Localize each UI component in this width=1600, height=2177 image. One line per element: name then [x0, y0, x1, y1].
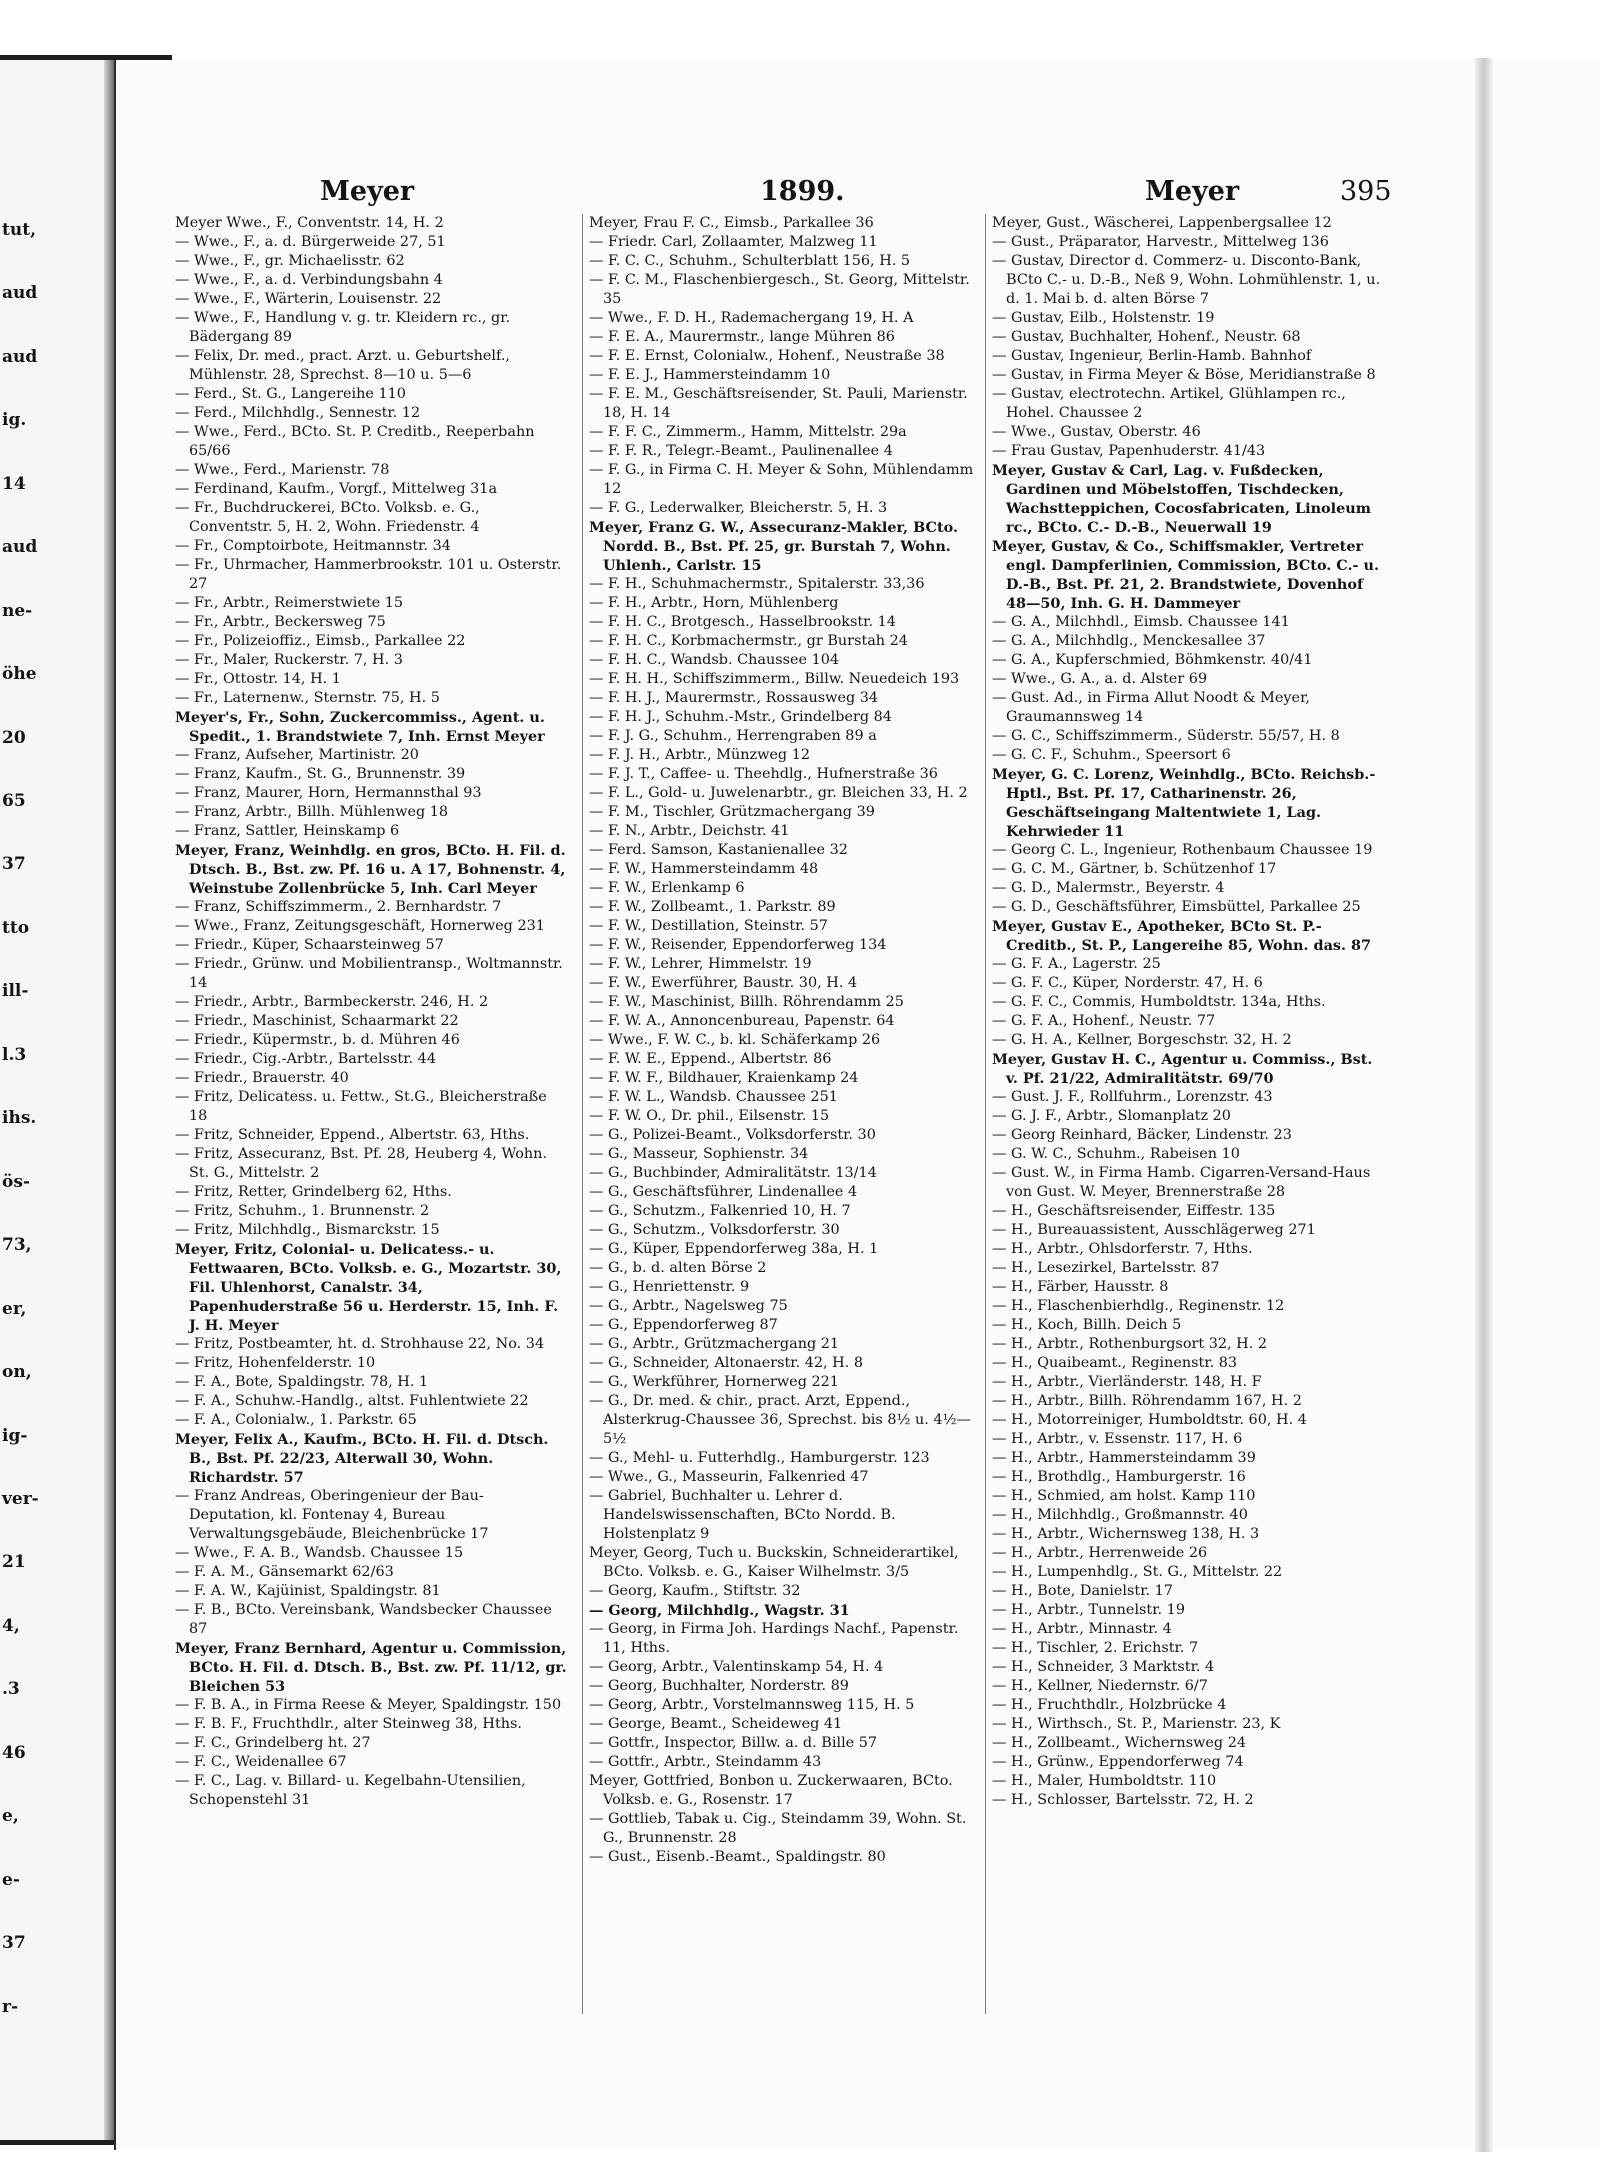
- directory-entry: — G., Arbtr., Grützmachergang 21: [589, 1336, 840, 1352]
- directory-entry: Meyer's, Fr., Sohn, Zuckercommiss., Agent. u. Spedit., 1. Brandstwiete 7, Inh. Ernst Meyer: [175, 709, 545, 745]
- directory-entry: — Gust., Eisenb.-Beamt., Spaldingstr. 80: [589, 1849, 886, 1865]
- directory-entry: — Wwe., F., gr. Michaelisstr. 62: [175, 253, 405, 269]
- previous-page-text-fragment: öhe: [2, 664, 37, 685]
- directory-entry: — F. C., Grindelberg ht. 27: [175, 1735, 371, 1751]
- directory-entry: — Georg, Arbtr., Valentinskamp 54, H. 4: [589, 1659, 884, 1675]
- directory-entry: — H., Brothdlg., Hamburgerstr. 16: [992, 1469, 1246, 1485]
- directory-entry: — F. M., Tischler, Grützmachergang 39: [589, 804, 875, 820]
- directory-entry: — Wwe., F., a. d. Verbindungsbahn 4: [175, 272, 443, 288]
- directory-column-3: [985, 214, 1384, 2014]
- directory-entry: Meyer, Gustav E., Apotheker, BCto St. P.-Creditb., St. P., Langereihe 85, Wohn. das. 87: [992, 918, 1372, 954]
- directory-entry: — G. F. C., Küper, Norderstr. 47, H. 6: [992, 975, 1263, 991]
- directory-entry: — Wwe., F. A. B., Wandsb. Chaussee 15: [175, 1545, 464, 1561]
- directory-entry: — H., Schneider, 3 Marktstr. 4: [992, 1659, 1215, 1675]
- directory-entry: — G., Masseur, Sophienstr. 34: [589, 1146, 809, 1162]
- directory-entry: Meyer, Franz Bernhard, Agentur u. Commission, BCto. H. Fil. d. Dtsch. B., Bst. zw. Pf. 11/12, gr. Bleichen 53: [175, 1640, 567, 1695]
- directory-entry: — Georg, Arbtr., Vorstelmannsweg 115, H. 5: [589, 1697, 915, 1713]
- directory-entry: — F. W. L., Wandsb. Chaussee 251: [589, 1089, 838, 1105]
- previous-page-text-fragment: ver-: [2, 1488, 39, 1509]
- previous-page-text-fragment: r-: [2, 1996, 19, 2017]
- previous-page-text-fragment: tut,: [2, 220, 36, 240]
- directory-entry: — Wwe., Ferd., BCto. St. P. Creditb., Reeperbahn 65/66: [175, 424, 535, 459]
- directory-entry: — G., b. d. alten Börse 2: [589, 1260, 767, 1276]
- previous-page-text-fragment: aud: [2, 346, 38, 367]
- directory-entry: Meyer, Gottfried, Bonbon u. Zuckerwaaren, BCto. Volksb. e. G., Rosenstr. 17: [589, 1773, 953, 1808]
- directory-entry: Meyer, Gustav H. C., Agentur u. Commiss., Bst. v. Pf. 21/22, Admiralitätstr. 69/70: [992, 1051, 1373, 1087]
- directory-entry: — George, Beamt., Scheideweg 41: [589, 1716, 843, 1732]
- directory-entry: — H., Zollbeamt., Wichernsweg 24: [992, 1735, 1247, 1751]
- previous-page-text-fragment: aud: [2, 283, 38, 304]
- directory-entry: — H., Arbtr., Tunnelstr. 19: [992, 1602, 1185, 1618]
- previous-page-text-fragment: e-: [2, 1869, 20, 1890]
- directory-entry: — G. A., Kupferschmied, Böhmkenstr. 40/41: [992, 652, 1313, 668]
- directory-entry: — F. W., Hammersteindamm 48: [589, 861, 819, 877]
- directory-entry: — F. W., Maschinist, Billh. Röhrendamm 25: [589, 994, 904, 1010]
- directory-entry: — H., Arbtr., Herrenweide 26: [992, 1545, 1208, 1561]
- directory-entry: — F. C., Weidenallee 67: [175, 1754, 347, 1770]
- previous-page-text-fragment: ös-: [2, 1171, 30, 1192]
- previous-page-text-fragment: aud: [2, 537, 38, 558]
- previous-page-text-fragment: ill-: [2, 981, 29, 1002]
- directory-column-2: [582, 214, 981, 2014]
- directory-entry: — Friedr., Arbtr., Barmbeckerstr. 246, H. 2: [175, 994, 489, 1010]
- directory-entry: — F. J. H., Arbtr., Münzweg 12: [589, 747, 810, 763]
- directory-entry: — G. F. A., Lagerstr. 25: [992, 956, 1161, 972]
- directory-entry: — G. C. M., Gärtner, b. Schützenhof 17: [992, 861, 1277, 877]
- directory-entry: — Gustav, Buchhalter, Hohenf., Neustr. 68: [992, 329, 1301, 345]
- previous-page-text-fragment: on,: [2, 1362, 32, 1383]
- directory-entry: — H., Arbtr., v. Essenstr. 117, H. 6: [992, 1431, 1243, 1447]
- directory-entry: Meyer, G. C. Lorenz, Weinhdlg., BCto. Reichsb.-Hptl., Bst. Pf. 17, Catharinenstr. 26, Geschäftseingang Maltentwiete 1, Lag. Kehrwieder 11: [992, 766, 1376, 840]
- directory-entry: — Gust. Ad., in Firma Allut Noodt & Meyer, Graumannsweg 14: [992, 690, 1310, 725]
- directory-entry: — G., Henriettenstr. 9: [589, 1279, 750, 1295]
- directory-entry: — Gustav, Ingenieur, Berlin-Hamb. Bahnhof: [992, 348, 1312, 364]
- directory-entry: — H., Arbtr., Ohlsdorferstr. 7, Hths.: [992, 1241, 1253, 1257]
- page-header: [170, 176, 1390, 210]
- directory-entry: — Georg, Buchhalter, Norderstr. 89: [589, 1678, 849, 1694]
- directory-entry: — Fritz, Milchhdlg., Bismarckstr. 15: [175, 1222, 440, 1238]
- directory-column-1: [175, 214, 567, 2014]
- directory-entry: — F. E. Ernst, Colonialw., Hohenf., Neustraße 38: [589, 348, 945, 364]
- directory-entry: — F. W., Zollbeamt., 1. Parkstr. 89: [589, 899, 836, 915]
- directory-entry: — F. W., Destillation, Steinstr. 57: [589, 918, 828, 934]
- directory-entry: Meyer Wwe., F., Conventstr. 14, H. 2: [175, 215, 444, 231]
- directory-entry: — F. W., Lehrer, Himmelstr. 19: [589, 956, 812, 972]
- directory-entry: — H., Maler, Humboldtstr. 110: [992, 1773, 1217, 1789]
- directory-entry: — F. B. F., Fruchthdlr., alter Steinweg 38, Hths.: [175, 1716, 522, 1732]
- previous-page-text-fragment: tto: [2, 917, 30, 938]
- directory-entry: — Georg, Kaufm., Stiftstr. 32: [589, 1583, 801, 1599]
- directory-entry: — H., Arbtr., Rothenburgsort 32, H. 2: [992, 1336, 1268, 1352]
- directory-entry: — Wwe., F., Handlung v. g. tr. Kleidern rc., gr. Bädergang 89: [175, 310, 511, 345]
- directory-entry: — H., Grünw., Eppendorferweg 74: [992, 1754, 1244, 1770]
- directory-entry: — H., Milchhdlg., Großmannstr. 40: [992, 1507, 1248, 1523]
- directory-entry: — G. A., Milchhdlg., Menckesallee 37: [992, 633, 1266, 649]
- directory-entry: — F. H. C., Korbmachermstr., gr Burstah 24: [589, 633, 908, 649]
- directory-entry: — H., Geschäftsreisender, Eiffestr. 135: [992, 1203, 1276, 1219]
- directory-entry: — Friedr., Maschinist, Schaarmarkt 22: [175, 1013, 459, 1029]
- directory-entry: — F. E. M., Geschäftsreisender, St. Pauli, Marienstr. 18, H. 14: [589, 386, 968, 421]
- directory-entry: Meyer, Franz, Weinhdlg. en gros, BCto. H. Fil. d. Dtsch. B., Bst. zw. Pf. 16 u. A 17, Bohnenstr. 4, Weinstube Zollenbrücke 5, Inh. Carl Meyer: [175, 842, 566, 897]
- directory-entry: — H., Färber, Hausstr. 8: [992, 1279, 1169, 1295]
- directory-entry: — G., Mehl- u. Futterhdlg., Hamburgerstr. 123: [589, 1450, 930, 1466]
- directory-entry: — H., Arbtr., Wichernsweg 138, H. 3: [992, 1526, 1260, 1542]
- directory-entry: — H., Motorreiniger, Humboldtstr. 60, H. 4: [992, 1412, 1307, 1428]
- directory-entry: — F. G., in Firma C. H. Meyer & Sohn, Mühlendamm 12: [589, 462, 974, 497]
- directory-entry: — Georg C. L., Ingenieur, Rothenbaum Chaussee 19: [992, 842, 1373, 858]
- directory-entry: — Gottfr., Inspector, Billw. a. d. Bille 57: [589, 1735, 878, 1751]
- directory-entry: — F. C. C., Schuhm., Schulterblatt 156, H. 5: [589, 253, 911, 269]
- previous-page-text-fragment: 37: [2, 854, 26, 875]
- previous-page-text-fragment: 4,: [2, 1615, 20, 1636]
- directory-entry: — Ferd., St. G., Langereihe 110: [175, 386, 406, 402]
- directory-entry: — H., Fruchthdlr., Holzbrücke 4: [992, 1697, 1227, 1713]
- directory-entry: — Fritz, Assecuranz, Bst. Pf. 28, Heuberg 4, Wohn. St. G., Mittelstr. 2: [175, 1146, 548, 1181]
- directory-entry: — H., Lumpenhdlg., St. G., Mittelstr. 22: [992, 1564, 1283, 1580]
- directory-entry: — Franz, Aufseher, Martinistr. 20: [175, 747, 419, 763]
- directory-entry: — Fr., Buchdruckerei, BCto. Volksb. e. G., Conventstr. 5, H. 2, Wohn. Friedenstr. 4: [175, 500, 480, 535]
- directory-entry: — Gustav, Eilb., Holstenstr. 19: [992, 310, 1215, 326]
- previous-page-text-fragment: 14: [2, 473, 26, 494]
- directory-entry: — F. H. J., Schuhm.-Mstr., Grindelberg 84: [589, 709, 892, 725]
- directory-entry: Meyer, Georg, Tuch u. Buckskin, Schneiderartikel, BCto. Volksb. e. G., Kaiser Wilhelmstr. 3/5: [589, 1545, 959, 1580]
- previous-page-text-fragment: 20: [2, 727, 26, 748]
- directory-entry: — F. L., Gold- u. Juwelenarbtr., gr. Bleichen 33, H. 2: [589, 785, 968, 801]
- directory-entry: — F. B., BCto. Vereinsbank, Wandsbecker Chaussee 87: [175, 1602, 552, 1637]
- directory-entry: — F. J. G., Schuhm., Herrengraben 89 a: [589, 728, 877, 744]
- directory-entry: Meyer, Gustav & Carl, Lag. v. Fußdecken, Gardinen und Möbelstoffen, Tischdecken, Wachstteppichen, Cocosfabricaten, Linoleum rc., BCto. C.- D.-B., Neuerwall 19: [992, 462, 1371, 536]
- directory-entry: — Fritz, Hohenfelderstr. 10: [175, 1355, 376, 1371]
- directory-entry: — G., Schneider, Altonaerstr. 42, H. 8: [589, 1355, 864, 1371]
- directory-entry: — Friedr., Küper, Schaarsteinweg 57: [175, 937, 444, 953]
- page-edge-shadow: [1475, 58, 1493, 2152]
- header-year: 1899.: [760, 176, 845, 207]
- directory-entry: — F. F. C., Zimmerm., Hamm, Mittelstr. 29a: [589, 424, 907, 440]
- previous-page-text-fragment: 46: [2, 1742, 26, 1763]
- directory-entry: — F. H. H., Schiffszimmerm., Billw. Neuedeich 193: [589, 671, 960, 687]
- directory-entry: — Georg, in Firma Joh. Hardings Nachf., Papenstr. 11, Hths.: [589, 1621, 959, 1656]
- directory-entry: — Fr., Arbtr., Beckersweg 75: [175, 614, 386, 630]
- directory-entry: — G., Buchbinder, Admiralitätstr. 13/14: [589, 1165, 877, 1181]
- directory-entry: — H., Flaschenbierhdlg., Reginenstr. 12: [992, 1298, 1285, 1314]
- directory-entry: — Franz, Arbtr., Billh. Mühlenweg 18: [175, 804, 449, 820]
- directory-entry: — H., Arbtr., Vierländerstr. 148, H. F: [992, 1374, 1262, 1390]
- directory-entry: Meyer, Frau F. C., Eimsb., Parkallee 36: [589, 215, 874, 231]
- previous-page-text-fragment: 65: [2, 791, 26, 812]
- directory-entry: — Wwe., G., Masseurin, Falkenried 47: [589, 1469, 869, 1485]
- directory-entry: — F. B. A., in Firma Reese & Meyer, Spaldingstr. 150: [175, 1697, 562, 1713]
- directory-entry: — F. E. J., Hammersteindamm 10: [589, 367, 831, 383]
- directory-entry: — F. H., Arbtr., Horn, Mühlenberg: [589, 595, 839, 611]
- directory-entry: — G. H. A., Kellner, Borgeschstr. 32, H. 2: [992, 1032, 1292, 1048]
- directory-entry: — H., Koch, Billh. Deich 5: [992, 1317, 1182, 1333]
- directory-entry: — Gottlieb, Tabak u. Cig., Steindamm 39, Wohn. St. G., Brunnenstr. 28: [589, 1811, 967, 1846]
- directory-entry: — Fr., Comptoirbote, Heitmannstr. 34: [175, 538, 451, 554]
- directory-entry: — Fr., Laternenw., Sternstr. 75, H. 5: [175, 690, 440, 706]
- page-number: 395: [1340, 176, 1392, 207]
- directory-entry: — Ferdinand, Kaufm., Vorgf., Mittelweg 31a: [175, 481, 498, 497]
- directory-entry: — G., Polizei-Beamt., Volksdorferstr. 30: [589, 1127, 876, 1143]
- previous-page-text-fragment: 21: [2, 1552, 26, 1573]
- directory-entry: — F. E. A., Maurermstr., lange Mühren 86: [589, 329, 895, 345]
- directory-entry: — H., Arbtr., Minnastr. 4: [992, 1621, 1172, 1637]
- directory-entry: — F. A., Schuhw.-Handlg., altst. Fuhlentwiete 22: [175, 1393, 529, 1409]
- directory-entry: — Franz, Maurer, Horn, Hermannsthal 93: [175, 785, 482, 801]
- directory-entry: — Fritz, Postbeamter, ht. d. Strohhause 22, No. 34: [175, 1336, 545, 1352]
- directory-entry: — G. D., Geschäftsführer, Eimsbüttel, Parkallee 25: [992, 899, 1361, 915]
- directory-entry: — Fr., Polizeioffiz., Eimsb., Parkallee 22: [175, 633, 466, 649]
- directory-entry: — G. W. C., Schuhm., Rabeisen 10: [992, 1146, 1240, 1162]
- directory-entry: — F. G., Lederwalker, Bleicherstr. 5, H. 3: [589, 500, 888, 516]
- directory-entry: — Fritz, Retter, Grindelberg 62, Hths.: [175, 1184, 452, 1200]
- directory-entry: — G., Geschäftsführer, Lindenallee 4: [589, 1184, 858, 1200]
- directory-entry: — Wwe., Franz, Zeitungsgeschäft, Hornerweg 231: [175, 918, 545, 934]
- directory-entry: — G. F. C., Commis, Humboldtstr. 134a, Hths.: [992, 994, 1326, 1010]
- previous-page-text-fragment: .3: [2, 1679, 20, 1700]
- directory-entry: Meyer, Gust., Wäscherei, Lappenbergsallee 12: [992, 215, 1332, 231]
- header-left-word: Meyer: [320, 176, 415, 207]
- directory-entry: — H., Schlosser, Bartelsstr. 72, H. 2: [992, 1792, 1254, 1808]
- directory-entry: — Frau Gustav, Papenhuderstr. 41/43: [992, 443, 1266, 459]
- directory-entry: — Friedr., Grünw. und Mobilientransp., Woltmannstr. 14: [175, 956, 563, 991]
- directory-entry: — Felix, Dr. med., pract. Arzt. u. Geburtshelf., Mühlenstr. 28, Sprechst. 8—10 u. 5—6: [175, 348, 510, 383]
- directory-entry: — F. C. M., Flaschenbiergesch., St. Georg, Mittelstr. 35: [589, 272, 970, 307]
- directory-entry: — H., Tischler, 2. Erichstr. 7: [992, 1640, 1199, 1656]
- directory-entry: — Gottfr., Arbtr., Steindamm 43: [589, 1754, 822, 1770]
- directory-entry: — H., Bureauassistent, Ausschlägerweg 271: [992, 1222, 1316, 1238]
- directory-entry: — F. W. E., Eppend., Albertstr. 86: [589, 1051, 832, 1067]
- directory-entry: — F. W. O., Dr. phil., Eilsenstr. 15: [589, 1108, 830, 1124]
- directory-entry: — F. W., Reisender, Eppendorferweg 134: [589, 937, 887, 953]
- directory-entry: — Friedr. Carl, Zollaamter, Malzweg 11: [589, 234, 878, 250]
- previous-page-text-fragment: ihs.: [2, 1108, 37, 1129]
- previous-page-text-fragment: e,: [2, 1806, 19, 1827]
- directory-entry: — F. W. F., Bildhauer, Kraienkamp 24: [589, 1070, 859, 1086]
- directory-entry: — Wwe., G. A., a. d. Alster 69: [992, 671, 1208, 687]
- directory-entry: — F. N., Arbtr., Deichstr. 41: [589, 823, 790, 839]
- directory-entry: — G., Eppendorferweg 87: [589, 1317, 778, 1333]
- directory-entry: — Gustav, in Firma Meyer & Böse, Meridianstraße 8: [992, 367, 1376, 383]
- directory-entry: — F. H. C., Wandsb. Chaussee 104: [589, 652, 840, 668]
- directory-entry: Meyer, Gustav, & Co., Schiffsmakler, Vertreter engl. Dampferlinien, Commission, BCto. C.- u. D.-B., Bst. Pf. 21, 2. Brandstwiete, Dovenhof 48—50, Inh. G. H. Dammeyer: [992, 538, 1379, 612]
- directory-entry: — Wwe., F. W. C., b. kl. Schäferkamp 26: [589, 1032, 881, 1048]
- previous-page-text-fragment: er,: [2, 1298, 27, 1319]
- directory-entry: — Fr., Ottostr. 14, H. 1: [175, 671, 341, 687]
- directory-entry: — Gabriel, Buchhalter u. Lehrer d. Handelswissenschaften, BCto Nordd. B. Holstenplatz 9: [589, 1488, 896, 1542]
- directory-entry: — F. A., Bote, Spaldingstr. 78, H. 1: [175, 1374, 429, 1390]
- directory-entry: — Fritz, Delicatess. u. Fettw., St.G., Bleicherstraße 18: [175, 1089, 547, 1124]
- previous-page-text-fragment: l.3: [2, 1044, 27, 1065]
- directory-entry: — Friedr., Cig.-Arbtr., Bartelsstr. 44: [175, 1051, 436, 1067]
- previous-page-text-fragment: ig.: [2, 410, 27, 431]
- directory-entry: — G., Arbtr., Nagelsweg 75: [589, 1298, 788, 1314]
- previous-page-text-fragment: ig-: [2, 1425, 28, 1446]
- directory-entry: — G. D., Malermstr., Beyerstr. 4: [992, 880, 1225, 896]
- directory-entry: — Wwe., F. D. H., Rademachergang 19, H. A: [589, 310, 914, 326]
- directory-entry: — Friedr., Brauerstr. 40: [175, 1070, 349, 1086]
- directory-entry: — H., Wirthsch., St. P., Marienstr. 23, K: [992, 1716, 1281, 1732]
- directory-entry: — Friedr., Küpermstr., b. d. Mühren 46: [175, 1032, 460, 1048]
- directory-entry: — Georg Reinhard, Bäcker, Lindenstr. 23: [992, 1127, 1292, 1143]
- directory-entry: Meyer, Felix A., Kaufm., BCto. H. Fil. d. Dtsch. B., Bst. Pf. 22/23, Alterwall 30, Wohn. Richardstr. 57: [175, 1431, 549, 1486]
- directory-entry: — F. A. W., Kajüinist, Spaldingstr. 81: [175, 1583, 441, 1599]
- previous-page-text-fragment: 37: [2, 1933, 26, 1954]
- directory-entry: — G. A., Milchhdl., Eimsb. Chaussee 141: [992, 614, 1290, 630]
- directory-entry: — F. H. J., Maurermstr., Rossausweg 34: [589, 690, 879, 706]
- directory-entry: — F. C., Lag. v. Billard- u. Kegelbahn-Utensilien, Schopenstehl 31: [175, 1773, 526, 1808]
- directory-entry: — Gustav, Director d. Commerz- u. Disconto-Bank, BCto C.- u. D.-B., Neß 9, Wohn. Lohmühlenstr. 1, u. d. 1. Mai b. d. alten Börse 7: [992, 253, 1381, 307]
- directory-entry: — F. F. R., Telegr.-Beamt., Paulinenallee 4: [589, 443, 893, 459]
- directory-entry: — H., Schmied, am holst. Kamp 110: [992, 1488, 1256, 1504]
- directory-entry: — G., Schutzm., Volksdorferstr. 30: [589, 1222, 840, 1238]
- directory-entry: Meyer, Franz G. W., Assecuranz-Makler, BCto. Nordd. B., Bst. Pf. 25, gr. Burstah 7, Wohn. Uhlenh., Carlstr. 15: [589, 519, 958, 574]
- directory-entry: — Wwe., Gustav, Oberstr. 46: [992, 424, 1201, 440]
- directory-entry: — H., Kellner, Niedernstr. 6/7: [992, 1678, 1208, 1694]
- directory-entry: — H., Quaibeamt., Reginenstr. 83: [992, 1355, 1238, 1371]
- directory-entry: — H., Arbtr., Billh. Röhrendamm 167, H. 2: [992, 1393, 1302, 1409]
- directory-entry: — F. H. C., Brotgesch., Hasselbrookstr. 14: [589, 614, 896, 630]
- header-right-word: Meyer: [1145, 176, 1240, 207]
- previous-page-text-fragment: ne-: [2, 600, 33, 621]
- directory-entry: — Wwe., F., a. d. Bürgerweide 27, 51: [175, 234, 446, 250]
- directory-entry: — Gust. J. F., Rollfuhrm., Lorenzstr. 43: [992, 1089, 1273, 1105]
- directory-entry: — F. W. A., Annoncenbureau, Papenstr. 64: [589, 1013, 895, 1029]
- directory-entry: — H., Bote, Danielstr. 17: [992, 1583, 1173, 1599]
- directory-entry: — Fr., Arbtr., Reimerstwiete 15: [175, 595, 404, 611]
- directory-entry: — Gustav, electrotechn. Artikel, Glühlampen rc., Hohel. Chaussee 2: [992, 386, 1346, 421]
- directory-entry: — G. C., Schiffszimmerm., Süderstr. 55/57, H. 8: [992, 728, 1340, 744]
- directory-entry: — F. A. M., Gänsemarkt 62/63: [175, 1564, 394, 1580]
- previous-page-fragment: [0, 60, 104, 2140]
- previous-page-text-fragment: 73,: [2, 1235, 32, 1256]
- directory-entry: — Fritz, Schneider, Eppend., Albertstr. 63, Hths.: [175, 1127, 530, 1143]
- directory-entry: — Fritz, Schuhm., 1. Brunnenstr. 2: [175, 1203, 430, 1219]
- directory-entry: — Franz, Sattler, Heinskamp 6: [175, 823, 400, 839]
- directory-entry: — F. W., Ewerführer, Baustr. 30, H. 4: [589, 975, 858, 991]
- directory-entry: — Franz Andreas, Oberingenieur der Bau-Deputation, kl. Fontenay 4, Bureau Verwaltungsgebäude, Bleichenbrücke 17: [175, 1488, 489, 1542]
- book-gutter: [104, 60, 114, 2140]
- directory-entry: — Ferd., Milchhdlg., Sennestr. 12: [175, 405, 421, 421]
- directory-entry: — Wwe., Ferd., Marienstr. 78: [175, 462, 390, 478]
- directory-entry: — G., Werkführer, Hornerweg 221: [589, 1374, 839, 1390]
- directory-entry: — Fr., Uhrmacher, Hammerbrookstr. 101 u. Osterstr. 27: [175, 557, 562, 592]
- directory-entry: — H., Arbtr., Hammersteindamm 39: [992, 1450, 1256, 1466]
- directory-entry: — Fr., Maler, Ruckerstr. 7, H. 3: [175, 652, 403, 668]
- directory-entry: — G. F. A., Hohenf., Neustr. 77: [992, 1013, 1216, 1029]
- directory-entry: — G. C. F., Schuhm., Speersort 6: [992, 747, 1231, 763]
- directory-entry: — F. J. T., Caffee- u. Theehdlg., Hufnerstraße 36: [589, 766, 938, 782]
- directory-entry: — F. H., Schuhmachermstr., Spitalerstr. 33,36: [589, 576, 925, 592]
- directory-entry: — Ferd. Samson, Kastanienallee 32: [589, 842, 848, 858]
- directory-entry: Meyer, Fritz, Colonial- u. Delicatess.- u. Fettwaaren, BCto. Volksb. e. G., Mozartstr. 30, Fil. Uhlenhorst, Canalstr. 34, Papenhuderstraße 56 u. Herderstr. 15, Inh. F. J. H. Meyer: [175, 1241, 562, 1334]
- directory-entry: — Gust., Präparator, Harvestr., Mittelweg 136: [992, 234, 1329, 250]
- directory-entry: — Franz, Kaufm., St. G., Brunnenstr. 39: [175, 766, 466, 782]
- directory-entry: — F. A., Colonialw., 1. Parkstr. 65: [175, 1412, 417, 1428]
- directory-entry: — Wwe., F., Wärterin, Louisenstr. 22: [175, 291, 442, 307]
- directory-entry: — Franz, Schiffszimmerm., 2. Bernhardstr. 7: [175, 899, 502, 915]
- directory-entry: — H., Lesezirkel, Bartelsstr. 87: [992, 1260, 1220, 1276]
- directory-entry: — Gust. W., in Firma Hamb. Cigarren-Versand-Haus von Gust. W. Meyer, Brennerstraße 28: [992, 1165, 1371, 1200]
- directory-entry: — G., Dr. med. & chir., pract. Arzt, Eppend., Alsterkrug-Chaussee 36, Sprechst. bis 8½ u. 4½—5½: [589, 1393, 971, 1447]
- directory-entry: — F. W., Erlenkamp 6: [589, 880, 745, 896]
- directory-entry: — G. J. F., Arbtr., Slomanplatz 20: [992, 1108, 1231, 1124]
- directory-entry: — G., Schutzm., Falkenried 10, H. 7: [589, 1203, 851, 1219]
- directory-entry: — Georg, Milchhdlg., Wagstr. 31: [589, 1602, 850, 1619]
- directory-entry: — G., Küper, Eppendorferweg 38a, H. 1: [589, 1241, 879, 1257]
